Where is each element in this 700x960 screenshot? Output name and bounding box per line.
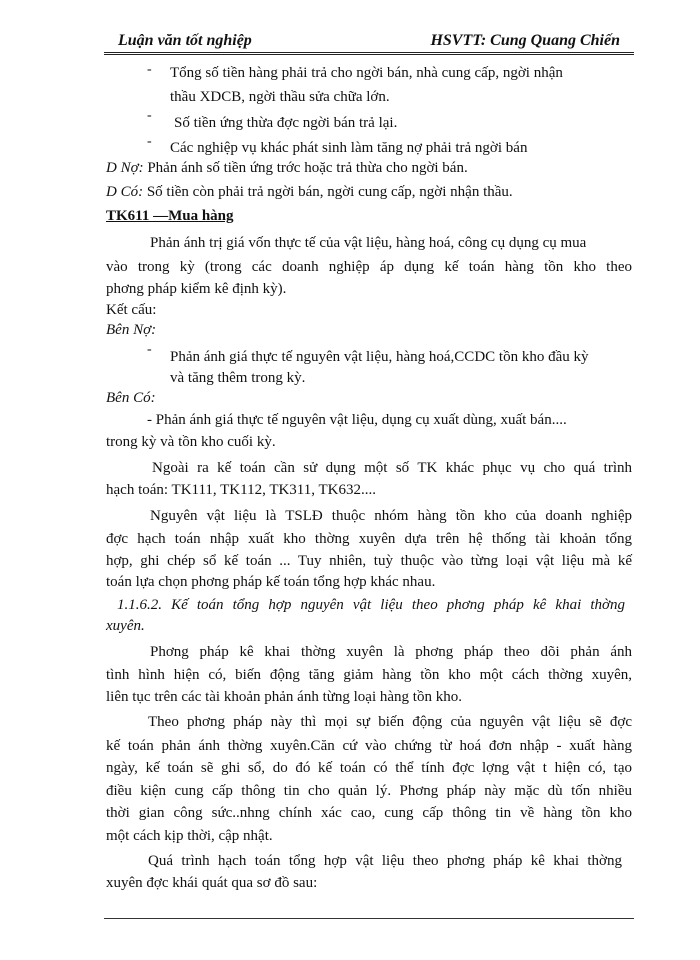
- bullet-text: Số tiền ứng thừa đợc ngời bán trả lại.: [174, 115, 398, 131]
- paragraph-line: hợp, ghi chép sổ kế toán ... Tuy nhiên, tuỳ thuộc vào từng loại vật liệu mà kế: [106, 553, 632, 569]
- paragraph-line: trong kỳ và tồn kho cuối kỳ.: [106, 434, 276, 450]
- paragraph-line: liên tục trên các tài khoản phản ánh từng loại hàng tồn kho.: [106, 689, 462, 705]
- dash-bullet-icon: -: [147, 108, 152, 123]
- page-header: [104, 30, 632, 52]
- paragraph-line: toán lựa chọn phơng pháp kế toán tổng hợp khác nhau.: [106, 574, 436, 590]
- paragraph-line: Theo phơng pháp này thì mọi sự biến động của nguyên vật liệu sẽ đợc: [148, 714, 632, 730]
- paragraph-line: điều kiện cung cấp thông tin cho quản lý. Phơng pháp này mặc dù tốn nhiều: [106, 783, 632, 799]
- header-rule: [104, 52, 634, 55]
- bullet-text: Các nghiệp vụ khác phát sinh làm tăng nợ phải trả ngời bán: [170, 140, 528, 156]
- paragraph-line: tình hình hiện có, biến động tăng giảm hàng tồn kho một cách thờng xuyên,: [106, 667, 632, 683]
- debit-balance-line: [106, 159, 468, 177]
- credit-balance-label: D Có:: [106, 184, 144, 200]
- paragraph-line: Quá trình hạch toán tổng hợp vật liệu theo phơng pháp kê khai thờng: [148, 853, 622, 869]
- debit-balance-label: D Nợ:: [106, 160, 144, 176]
- header-author: HSVTT: Cung Quang Chiến: [430, 32, 620, 49]
- paragraph-line: vào trong kỳ (trong các doanh nghiệp áp dụng kế toán hàng tồn kho theo: [106, 259, 632, 275]
- paragraph-line: phơng pháp kiểm kê định kỳ).: [106, 281, 287, 297]
- section-heading: xuyên.: [106, 618, 145, 634]
- paragraph-line: thời gian công sức..nhng chính xác cao, cung cấp thông tin về hàng tồn kho: [106, 805, 632, 821]
- debit-balance-text: Phản ánh số tiền ứng trớc hoặc trả thừa cho ngời bán.: [147, 160, 468, 176]
- paragraph-line: Phơng pháp kê khai thờng xuyên là phơng pháp theo dõi phản ánh: [150, 644, 632, 660]
- footer-rule: [104, 918, 634, 919]
- dash-bullet-icon: -: [147, 62, 152, 77]
- paragraph-line: Nguyên vật liệu là TSLĐ thuộc nhóm hàng tồn kho của doanh nghiệp: [150, 508, 632, 524]
- credit-balance-line: [106, 183, 513, 201]
- paragraph-line: Phản ánh trị giá vốn thực tế của vật liệu, hàng hoá, công cụ dụng cụ mua: [150, 235, 587, 251]
- paragraph-line: kế toán phản ánh thờng xuyên.Căn cứ vào chứng từ hoá đơn nhập - xuất hàng: [106, 738, 632, 754]
- structure-label: Kết cấu:: [106, 302, 157, 318]
- paragraph-line: một cách kịp thời, cập nhật.: [106, 828, 273, 844]
- paragraph-line: đợc hạch toán nhập xuất kho thờng xuyên dựa trên hệ thống tài khoản tổng: [106, 531, 632, 547]
- paragraph-line: xuyên đợc khái quát qua sơ đồ sau:: [106, 875, 318, 891]
- credit-side-label: Bên Có:: [106, 390, 156, 406]
- header-thesis-title: Luận văn tốt nghiệp: [118, 32, 252, 49]
- debit-side-label: Bên Nợ:: [106, 322, 157, 338]
- tk611-heading: TK611 —Mua hàng: [106, 208, 234, 224]
- credit-balance-text: Số tiền còn phải trả ngời bán, ngời cung cấp, ngời nhận thầu.: [146, 184, 513, 200]
- dash-bullet-icon: -: [147, 134, 152, 149]
- bullet-text: Tổng số tiền hàng phải trả cho ngời bán, nhà cung cấp, ngời nhận: [170, 65, 563, 81]
- bullet-text: Phản ánh giá thực tế nguyên vật liệu, hàng hoá,CCDC tồn kho đầu kỳ: [170, 349, 589, 365]
- paragraph-line: hạch toán: TK111, TK112, TK311, TK632....: [106, 482, 376, 498]
- paragraph-line: ngày, kế toán sẽ ghi sổ, do đó kế toán có thể tính đợc lợng vật t hiện có, tạo: [106, 760, 632, 776]
- bullet-text: và tăng thêm trong kỳ.: [170, 370, 306, 386]
- section-heading: 1.1.6.2. Kế toán tổng hợp nguyên vật liệu theo phơng pháp kê khai thờng: [117, 597, 625, 613]
- dash-bullet-icon: -: [147, 342, 152, 357]
- paragraph-line: Ngoài ra kế toán cần sử dụng một số TK khác phục vụ cho quá trình: [152, 460, 632, 476]
- bullet-text: thầu XDCB, ngời thầu sửa chữa lớn.: [170, 89, 390, 105]
- paragraph-line: - Phản ánh giá thực tế nguyên vật liệu, dụng cụ xuất dùng, xuất bán....: [147, 412, 567, 428]
